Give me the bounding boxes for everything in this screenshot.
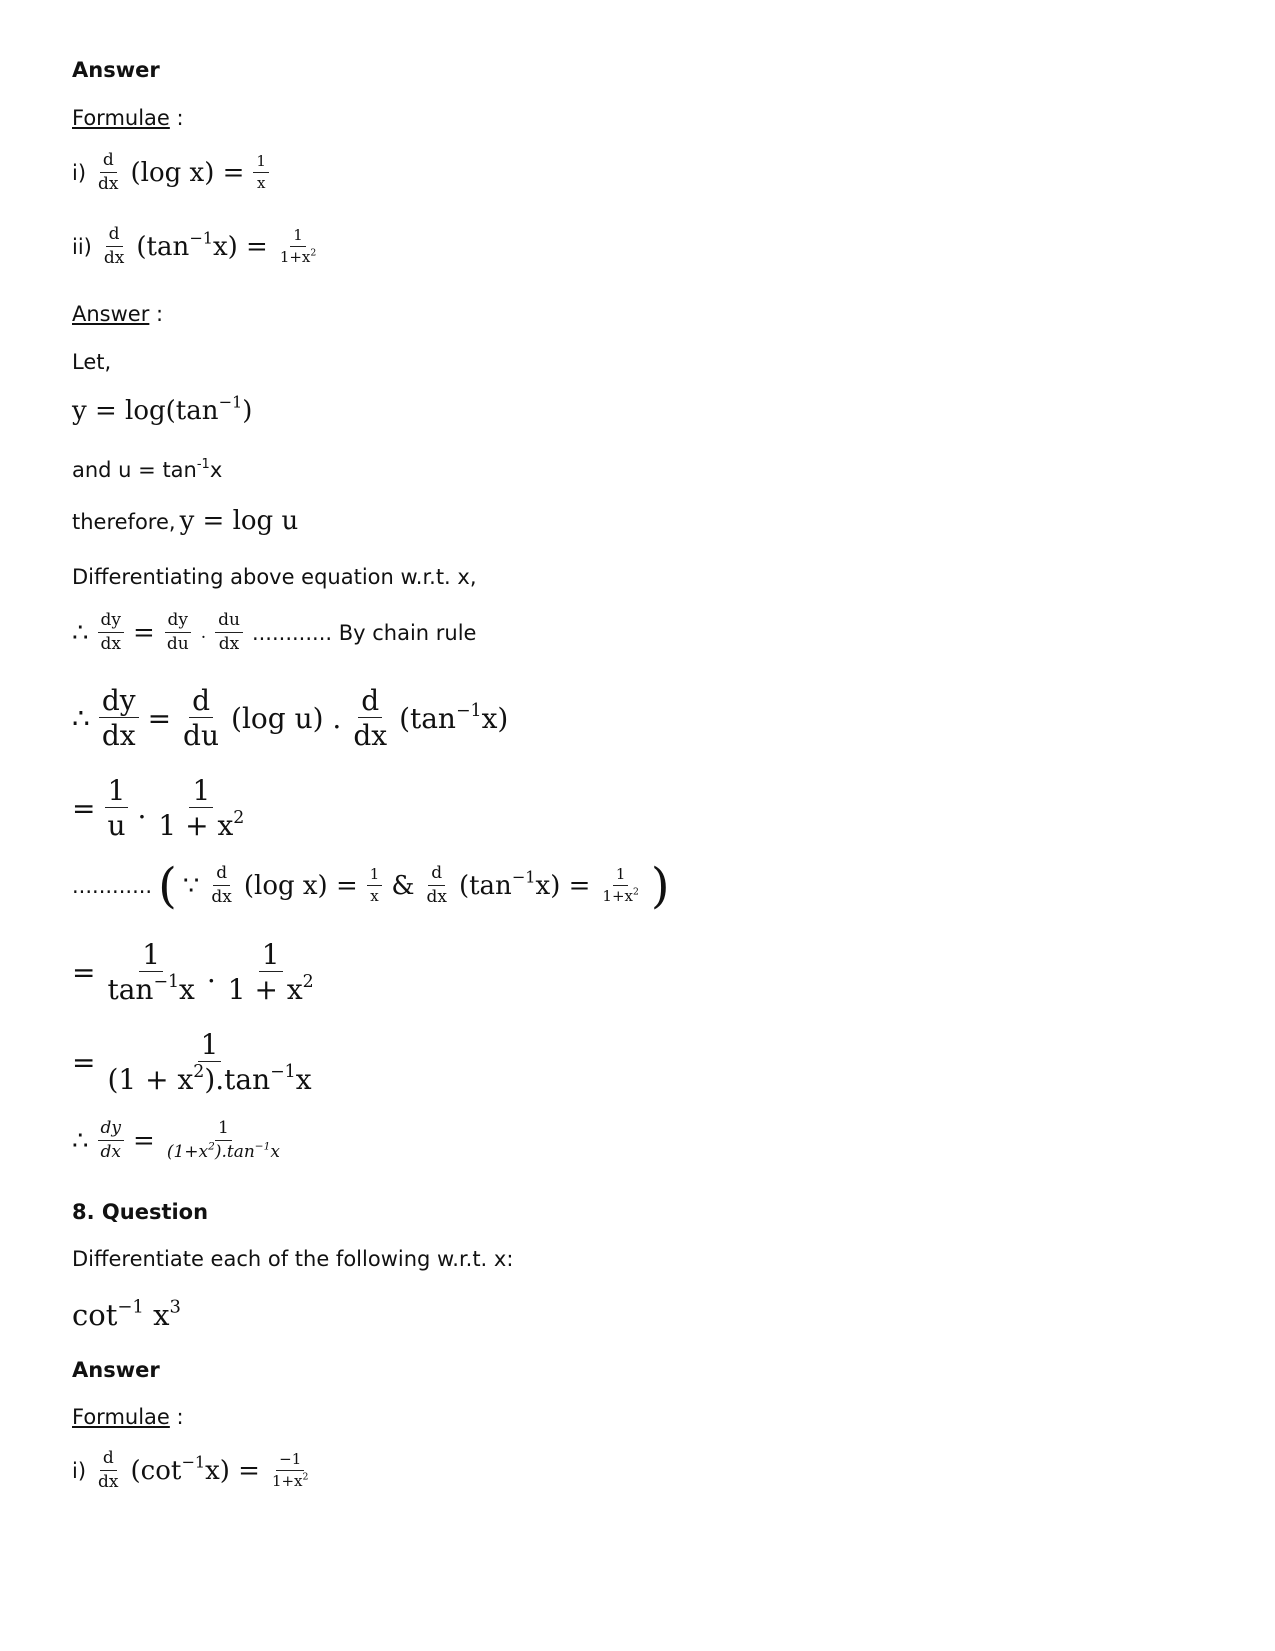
question-expression: $\cot^{-1} x^3$	[72, 1296, 181, 1332]
formulae-label-row-2: Formulae :	[72, 1405, 184, 1429]
formula-marker: ii)	[72, 234, 92, 259]
answer-heading: Answer	[72, 58, 160, 82]
step-4: = $\frac{1}{\tan^{-1}x}$ . $\frac{1}{1 + x^2}$	[72, 938, 314, 1007]
formula-result: $\frac{1}{1+x^2}$	[279, 226, 317, 266]
step-3: = $\frac{1}{u}$ . $\frac{1}{1 + x^2}$	[72, 774, 245, 843]
formulae-label: Formulae	[72, 1405, 170, 1429]
step-5: = $\frac{1}{(1 + x^2).\tan^{-1}x}$	[72, 1028, 312, 1097]
final-result: ∴ $\frac{dy}{dx}$ = $\frac{1}{(1+x^2).\tan^{-1}x}$	[72, 1118, 280, 1162]
formula-result: $\frac{1}{x}$	[253, 154, 269, 192]
formula-1	[72, 152, 272, 194]
formula-expr: (log x) =	[130, 157, 245, 188]
derivative-operator: $\frac{d}{dx}$	[98, 1448, 119, 1492]
formula-result: $\frac{-1}{1+x^2}$	[271, 1450, 309, 1490]
u-definition: and $u = \tan^{-1}x$	[72, 456, 223, 482]
chain-rule-line: ∴ $\frac{dy}{dx}$ = $\frac{dy}{du}$ . $\frac{du}{dx}$ ............ By chain rule	[72, 610, 477, 654]
step-2: ∴ $\frac{dy}{dx}$ = $\frac{d}{du}$ (log u) . $\frac{d}{dx}$ $(\tan^{-1}x)$	[72, 684, 509, 753]
question-heading: 8. Question	[72, 1200, 209, 1224]
let-text: Let,	[72, 350, 112, 374]
formula-marker: i)	[72, 1458, 87, 1483]
formulae-label: Formulae	[72, 106, 170, 130]
y-definition: $y = \log(\tan^{-1})$	[72, 392, 253, 426]
answer-heading-2: Answer	[72, 1358, 160, 1382]
formula-expr: $(\cot^{-1}x)$ =	[130, 1452, 260, 1486]
therefore-line: therefore, y = log u	[72, 506, 299, 536]
differentiating-text: Differentiating above equation w.r.t. x,	[72, 565, 477, 589]
derivative-operator: $\frac{d}{dx}$	[98, 150, 119, 194]
colon: :	[176, 106, 184, 130]
formula-2	[72, 226, 322, 268]
question-text: Differentiate each of the following w.r.t. x:	[72, 1247, 514, 1271]
chain-rule-note: ............ By chain rule	[251, 620, 477, 645]
reason-line: ............ ( ∵ $\frac{d}{dx}$ (log x) = $\frac{1}{x}$ & $\frac{d}{dx}$ $(\tan^{-1}x)$ = $\frac{1}{1+x^2}$ )	[72, 858, 670, 914]
formulae-label-row	[72, 106, 184, 130]
formula-expr: $(\tan^{-1}x)$ =	[136, 228, 268, 262]
derivative-operator: $\frac{d}{dx}$	[103, 224, 125, 268]
formula-3	[72, 1450, 314, 1492]
answer-label: Answer	[72, 302, 150, 326]
formula-marker: i)	[72, 160, 87, 185]
answer-label-row: Answer :	[72, 302, 164, 326]
